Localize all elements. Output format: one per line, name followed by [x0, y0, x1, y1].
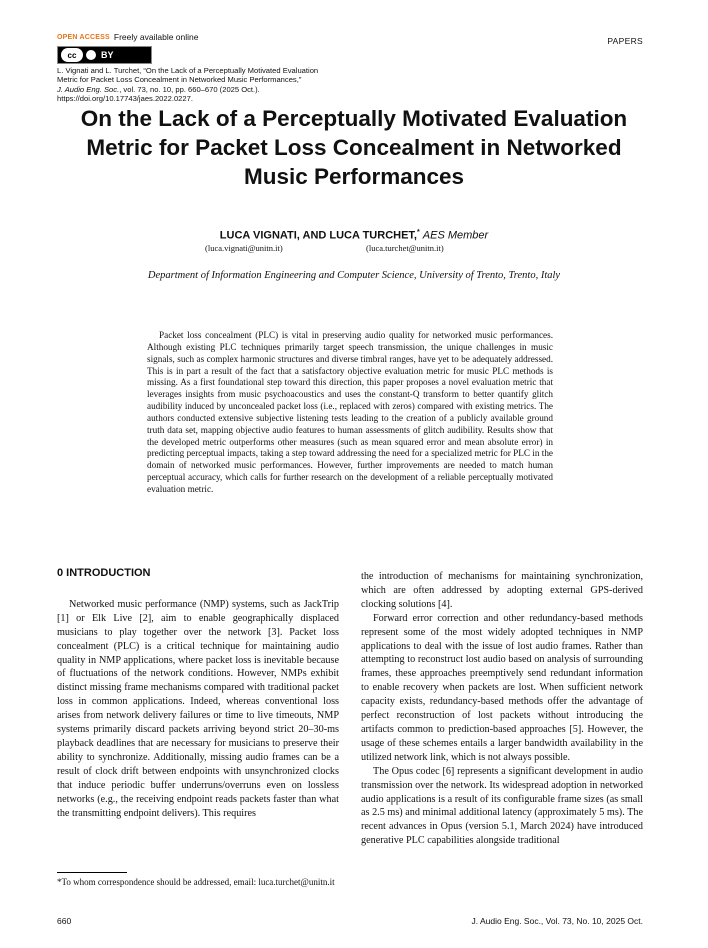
title-line: Music Performances	[243, 164, 465, 189]
body-column-left	[57, 567, 339, 820]
citation-line: L. Vignati and L. Turchet, “On the Lack of a Perceptually Motivated Evaluation	[57, 66, 319, 75]
citation-line: Metric for Packet Loss Concealment in Networked Music Performances,”	[57, 75, 302, 85]
license-by-label: BY	[101, 50, 114, 60]
body-column-right	[361, 570, 643, 848]
citation-journal: J. Audio Eng. Soc.	[57, 84, 120, 94]
open-access-notice	[57, 30, 198, 44]
abstract: Packet loss concealment (PLC) is vital in preserving audio quality for networked music performances. Although existing PLC techniques primarily target speech transmission, the unique challenges in music signals, such as complex harmonic structures and diverse timbral ranges, have yet to be adequately addressed. This is in part a result of the fact that a satisfactory objective evaluation metric for music PLC methods is missing. As a first foundational step toward this direction, this paper proposes a novel evaluation metric that leverages insights from music psychoacoustics and uses the constant-Q transform to better quantify glitch audibility induced by unconcealed packet loss (i.e., replaced with zeros) compared with existing metrics. The authors conducted extensive subjective listening tests leading to the creation of a publicly available ground truth data set, mapping objective audio features to human assessments of glitch audibility. Results show that the developed metric outperforms other measures (such as mean squared error and mean absolute error) in predicting perceptual impacts, taking a step toward addressing the need for a specialized metric for PLC in the domain of networked music performances. However, further improvements are needed to match human perceptual accuracy, which calls for further research on the development of a reliable perceptually motivated evaluation metric.	[147, 330, 553, 494]
author-names: LUCA VIGNATI, AND LUCA TURCHET,	[219, 229, 417, 242]
page-number: 660	[57, 916, 72, 926]
creative-commons-icon: cc	[61, 48, 83, 62]
author-membership: AES Member	[422, 229, 489, 242]
attribution-icon	[86, 50, 96, 60]
journal-reference: J. Audio Eng. Soc., Vol. 73, No. 10, 2025 Oct.	[471, 916, 643, 926]
cc-by-license-badge[interactable]	[57, 46, 152, 64]
body-paragraph: Forward error correction and other redundancy-based methods represent some of the most widely adopted techniques in NMP applications to deal with the issue of lost audio frames. Rather than attempting to reconstruct lost audio based on analysis of surrounding frames, these approaches preemptively send redundant information to enable recovery when packets are lost. When sufficient network capacity exists, redundancy-based methods offer the advantage of perfect reconstruction of lost packets without introducing the artifacts common to prediction-based approaches [5]. However, the usage of these schemes entails a larger bandwidth availability in the utilized network link, which is not always possible.	[361, 612, 643, 763]
citation-doi-link[interactable]: https://doi.org/10.17743/jaes.2022.0227.	[57, 94, 193, 104]
affiliation: Department of Information Engineering and Computer Science, University of Trento, Trento, Italy	[147, 270, 561, 281]
citation-line	[57, 85, 387, 94]
citation-details: , vol. 73, no. 10, pp. 660–670 (2025 Oct.).	[119, 84, 260, 94]
section-tag: PAPERS	[607, 36, 643, 46]
footnote-divider	[57, 872, 127, 873]
footnote: *To whom correspondence should be addressed, email: luca.turchet@unitn.it	[57, 877, 335, 887]
title-line: On the Lack of a Perceptually Motivated Evaluation	[80, 106, 628, 131]
body-paragraph: Networked music performance (NMP) systems, such as JackTrip [1] or Elk Live [2], aim to enable geographically displaced musicians to play together over the network [3]. Packet loss concealment (PLC) is a critical technique for maintaining audio quality in NMP applications, where packet loss is inevitable because of fluctuations of the network conditions. However, NMPs exhibit distinct missing frame mechanisms compared with traditional packet loss in common applications. Indeed, whereas conventional loss arises from network delivery failures or time to live timeouts, NMP systems primarily discard packets arriving beyond strict 20–30-ms playback deadlines that are necessary for musicians to preserve their ability to synchronize. Additionally, missing audio frames can be a result of clock drift between endpoints with unsynchronized clocks that induce periodic buffer underruns/overruns even on lossless networks (e.g., the receiving endpoint reads packets faster than what the transmitting endpoint delivers). This requires	[57, 598, 339, 819]
author-email-vignati[interactable]: (luca.vignati@unitn.it)	[205, 243, 283, 253]
open-access-logo: OPEN ACCESS	[57, 33, 110, 41]
author-line	[0, 229, 708, 242]
body-paragraph: the introduction of mechanisms for maintaining synchronization, which are often addressed by adopting external GPS-derived clocking solutions [4].	[361, 571, 643, 610]
citation-block	[57, 66, 387, 104]
open-access-text: Freely available online	[113, 32, 199, 42]
author-email-turchet[interactable]: (luca.turchet@unitn.it)	[366, 243, 444, 253]
correspondence-marker: *	[416, 229, 420, 236]
section-heading: 0 INTRODUCTION	[57, 567, 151, 579]
body-paragraph: The Opus codec [6] represents a significant development in audio transmission over the network. Its widespread adoption in networked audio applications is a result of its configurable frame sizes (as small as 2.5 ms) and minimal additional latency (approximately 5 ms). The recent advances in Opus (version 5.1, March 2024) have introduced generative PLC capabilities alongside traditional	[361, 765, 643, 847]
title-line: Metric for Packet Loss Concealment in Networked	[86, 135, 622, 160]
paper-title	[0, 104, 708, 191]
